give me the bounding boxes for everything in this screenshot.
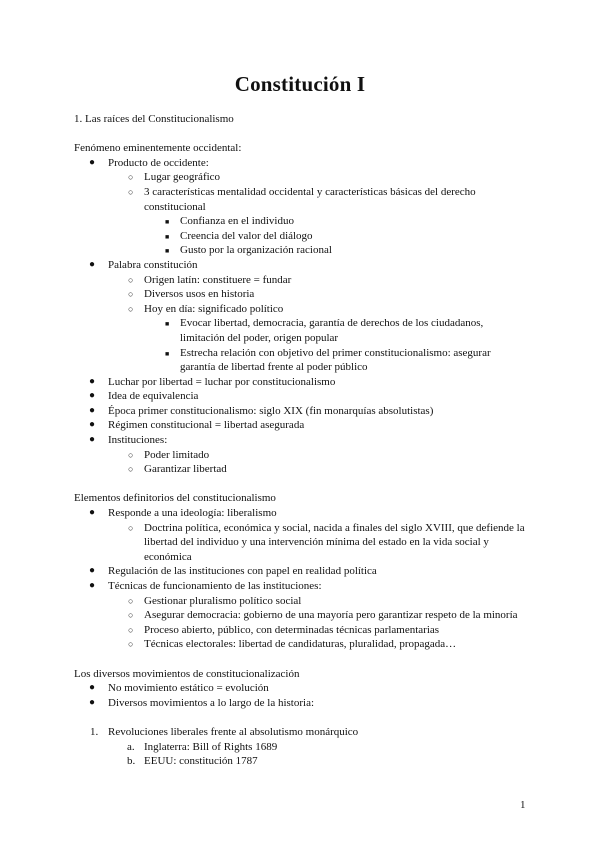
list-item: ● Regulación de las instituciones con papel en realidad política [89,565,377,578]
circle-marker: ○ [128,289,134,300]
list-item: ○ Lugar geográfico [128,171,221,184]
list-item: ○ Origen latín: constituere = fundar [128,273,292,286]
circle-marker: ○ [128,274,134,285]
list-item: ● Instituciones: [89,434,168,447]
numbered-list [74,725,526,769]
block2-list [74,506,526,652]
list-item: ● No movimiento estático = evolución [89,682,269,695]
list-item: ○ Asegurar democracia: gobierno de una mayoría pero garantizar respeto de la minoría [128,609,518,622]
list-item: ● Palabra constitución [89,258,198,271]
list-item: ○ 3 características mentalidad occidental y características básicas del derecho constitucional [128,185,476,213]
circle-marker: ○ [128,303,134,314]
document-body [74,112,526,769]
list-item: ○ Proceso abierto, público, con determinadas técnicas parlamentarias [128,623,440,636]
section-heading: 1. Las raíces del Constitucionalismo [74,113,234,125]
square-marker: ■ [165,247,170,256]
circle-marker: ○ [128,522,134,533]
circle-marker: ○ [128,464,134,475]
list-item: ○ Técnicas electorales: libertad de candidaturas, pluralidad, propagada… [128,638,457,651]
bullet-marker: ● [89,434,96,446]
list-item: ● Producto de occidente: [89,156,209,169]
list-item: ● Luchar por libertad = luchar por constitucionalismo [89,375,336,388]
list-item: ○ Doctrina política, económica y social, nacida a finales del siglo XVIII, que defiende la libertad del individuo y una intervención mínima del estado en la vida social y económica [128,521,525,563]
list-item: ○ Garantizar libertad [128,463,227,476]
list-item: ● Época primer constitucionalismo: siglo XIX (fin monarquías absolutistas) [89,404,434,417]
bullet-marker: ● [89,580,96,591]
square-marker: ■ [165,218,170,227]
list-item: ■ Estrecha relación con objetivo del primer constitucionalismo: asegurar garantía de libertad frente al poder público [165,346,491,374]
bullet-marker: ● [89,390,96,402]
circle-marker: ○ [128,449,134,460]
circle-marker: ○ [128,624,134,635]
square-marker: ■ [165,232,170,241]
bullet-marker: ● [89,404,96,416]
numbered-subitem: b. EEUU: constitución 1787 [127,755,258,768]
list-item: ● Régimen constitucional = libertad asegurada [89,419,305,432]
bullet-marker: ● [89,375,96,387]
block1-heading: Fenómeno eminentemente occidental: [74,142,242,155]
list-item: ● Idea de equivalencia [89,390,199,403]
bullet-marker: ● [89,696,96,708]
letter-marker: b. [127,755,136,768]
list-item: ■ Confianza en el individuo [74,214,526,229]
list-item: ○ Gestionar pluralismo político social [128,594,302,607]
bullet-marker: ● [89,565,96,577]
circle-marker: ○ [128,610,134,621]
square-marker: ■ [165,349,170,358]
list-item: ■ Gusto por la organización racional [74,243,526,258]
list-item: ● Técnicas de funcionamiento de las instituciones: [89,580,322,592]
circle-marker: ○ [128,639,134,650]
circle-marker: ○ [128,186,134,197]
circle-marker: ○ [128,172,134,183]
page-number: 1 [520,799,526,811]
numbered-subitem: a. Inglaterra: Bill of Rights 1689 [127,740,278,753]
bullet-marker: ● [89,156,96,168]
list-item: ■ Evocar libertad, democracia, garantía de derechos de los ciudadanos, limitación del poder, origen popular [165,317,484,344]
circle-marker: ○ [128,595,134,606]
bullet-marker: ● [89,419,96,431]
block3-list [74,681,526,710]
numbered-item: 1. Revoluciones liberales frente al absolutismo monárquico [90,725,359,738]
list-item: ■ Creencia del valor del diálogo [74,229,526,244]
bullet-marker: ● [89,507,96,519]
list-item: ○ Hoy en día: significado político [128,302,284,315]
list-item: ● Diversos movimientos a lo largo de la historia: [89,696,315,709]
bullet-marker: ● [89,258,96,270]
document-title: Constitución I [234,72,366,96]
list-item: ○ Poder limitado [128,448,210,461]
list-item: ● Responde a una ideología: liberalismo [89,507,277,520]
letter-marker: a. [127,740,135,753]
list-item: ○ Diversos usos en historia [128,288,255,301]
bullet-marker: ● [89,682,96,694]
square-marker: ■ [165,320,170,329]
block2-heading: Elementos definitorios del constitucionalismo [74,492,276,505]
number-marker: 1. [90,725,99,738]
block1-list [74,156,526,477]
block3-heading: Los diversos movimientos de constitucionalización [74,667,300,680]
